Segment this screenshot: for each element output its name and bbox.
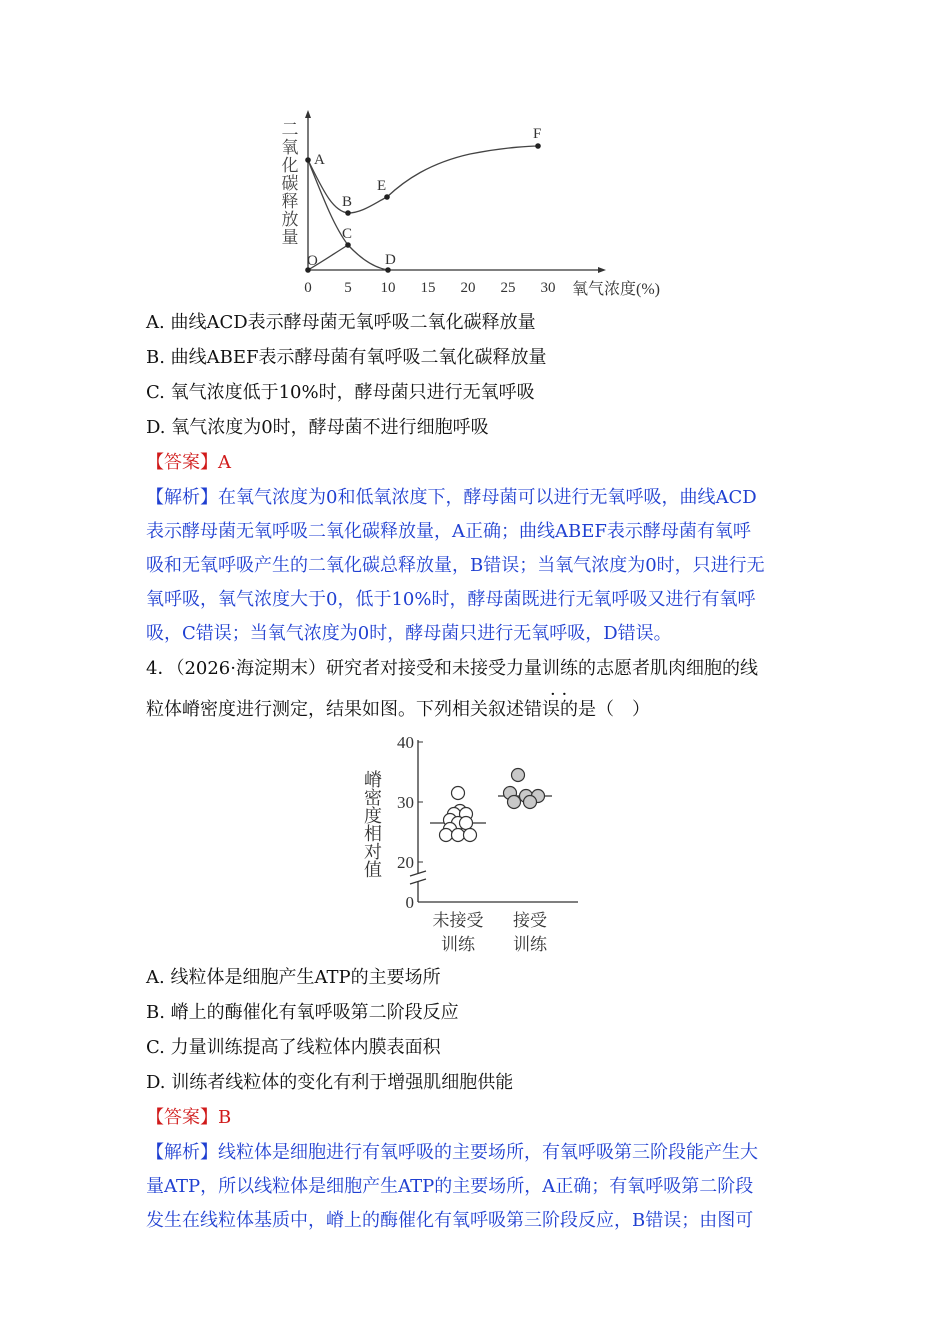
q4-option-c: C. 力量训练提高了线粒体内膜表面积 xyxy=(146,1037,441,1058)
cristae-density-chart xyxy=(360,730,600,960)
q3-analysis-line-4: 氧呼吸，氧气浓度大于0，低于10%时，酵母菌既进行无氧呼吸又进行有氧呼 xyxy=(146,589,756,610)
label-o: O xyxy=(307,253,318,269)
x-tick-label: 20 xyxy=(460,280,476,296)
answer-tag: 【答案】 xyxy=(146,452,218,473)
y-tick-label: 30 xyxy=(397,793,414,812)
q4-answer xyxy=(146,1106,231,1130)
q3-option-d: D. 氧气浓度为0时，酵母菌不进行细胞呼吸 xyxy=(146,417,489,438)
x-axis-label: 氧气浓度(%) xyxy=(572,281,660,298)
q4-analysis-line-1 xyxy=(146,1141,758,1165)
point-c xyxy=(345,242,351,248)
point-b xyxy=(345,210,351,216)
label-c: C xyxy=(342,226,353,242)
analysis-tag: 【解析】 xyxy=(146,1142,218,1163)
answer-value: A xyxy=(218,452,231,473)
analysis-tag: 【解析】 xyxy=(146,487,218,508)
x-tick-label: 15 xyxy=(420,280,436,296)
q4-option-d: D. 训练者线粒体的变化有利于增强肌细胞供能 xyxy=(146,1072,514,1093)
x-tick-label: 0 xyxy=(304,280,312,296)
q4-analysis-line-3: 发生在线粒体基质中，嵴上的酶催化有氧呼吸第三阶段反应，B错误；由图可 xyxy=(146,1210,754,1231)
q3-option-b: B. 曲线ABEF表示酵母菌有氧呼吸二氧化碳释放量 xyxy=(146,347,547,368)
y-axis-label: 二氧化碳释放量 xyxy=(278,120,298,246)
x-tick-label: 30 xyxy=(540,280,556,296)
q4-stem-line-2: 粒体嵴密度进行测定，结果如图。下列相关叙述错误的是（ ） xyxy=(146,699,650,720)
answer-tag: 【答案】 xyxy=(146,1107,218,1128)
q3-analysis-line-5: 吸，C错误；当氧气浓度为0时，酵母菌只进行无氧呼吸，D错误。 xyxy=(146,623,672,644)
y-tick-label: 0 xyxy=(405,893,414,912)
label-f: F xyxy=(533,126,542,142)
axis-break xyxy=(410,873,426,882)
data-point xyxy=(460,817,473,830)
q4-option-b: B. 嵴上的酶催化有氧呼吸第二阶段反应 xyxy=(146,1002,459,1023)
y-tick-label: 40 xyxy=(397,733,414,752)
data-point xyxy=(452,787,465,800)
q4-option-a: A. 线粒体是细胞产生ATP的主要场所 xyxy=(146,967,441,988)
category-label: 训练 xyxy=(513,935,547,954)
x-tick-label: 10 xyxy=(380,280,396,296)
x-tick-label: 5 xyxy=(344,280,352,296)
data-point xyxy=(440,829,453,842)
analysis-text: 线粒体是细胞进行有氧呼吸的主要场所，有氧呼吸第三阶段能产生大 xyxy=(218,1142,758,1163)
label-d: D xyxy=(385,252,396,268)
x-axis-arrow xyxy=(598,267,606,273)
y-axis-label: 嵴密度相对值 xyxy=(362,770,382,878)
y-tick-label: 20 xyxy=(397,853,414,872)
data-point xyxy=(464,829,477,842)
data-point xyxy=(512,769,525,782)
point-a xyxy=(305,157,311,163)
analysis-text: 在氧气浓度为0和低氧浓度下，酵母菌可以进行无氧呼吸，曲线ACD xyxy=(218,487,757,508)
q3-analysis-line-3: 吸和无氧呼吸产生的二氧化碳总释放量，B错误；当氧气浓度为0时，只进行无 xyxy=(146,555,765,576)
category-label: 训练 xyxy=(441,935,475,954)
q3-option-a: A. 曲线ACD表示酵母菌无氧呼吸二氧化碳释放量 xyxy=(146,312,536,333)
emphasis-dots: · · xyxy=(550,684,568,705)
point-f xyxy=(535,143,541,149)
q3-analysis-line-2: 表示酵母菌无氧呼吸二氧化碳释放量，A正确；曲线ABEF表示酵母菌有氧呼 xyxy=(146,521,751,542)
co2-oxygen-chart xyxy=(270,108,690,308)
q4-stem-line-1: 4．（2026·海淀期末）研究者对接受和未接受力量训练的志愿者肌肉细胞的线 xyxy=(146,658,758,679)
data-point xyxy=(452,829,465,842)
label-a: A xyxy=(314,152,325,168)
data-point xyxy=(524,796,537,809)
data-point xyxy=(508,796,521,809)
category-label: 接受 xyxy=(513,911,547,930)
category-label: 未接受 xyxy=(432,911,484,930)
label-e: E xyxy=(377,178,387,194)
point-e xyxy=(384,194,390,200)
x-tick-label: 25 xyxy=(500,280,516,296)
y-axis-arrow xyxy=(305,110,311,118)
label-b: B xyxy=(342,194,353,210)
answer-value: B xyxy=(218,1107,232,1128)
q4-analysis-line-2: 量ATP，所以线粒体是细胞产生ATP的主要场所，A正确；有氧呼吸第二阶段 xyxy=(146,1176,754,1197)
x-tick-labels xyxy=(304,280,555,296)
data-points xyxy=(440,769,545,842)
q3-analysis-line-1 xyxy=(146,486,757,510)
q3-option-c: C. 氧气浓度低于10%时，酵母菌只进行无氧呼吸 xyxy=(146,382,535,403)
point-d xyxy=(385,267,391,273)
q3-answer xyxy=(146,451,231,475)
